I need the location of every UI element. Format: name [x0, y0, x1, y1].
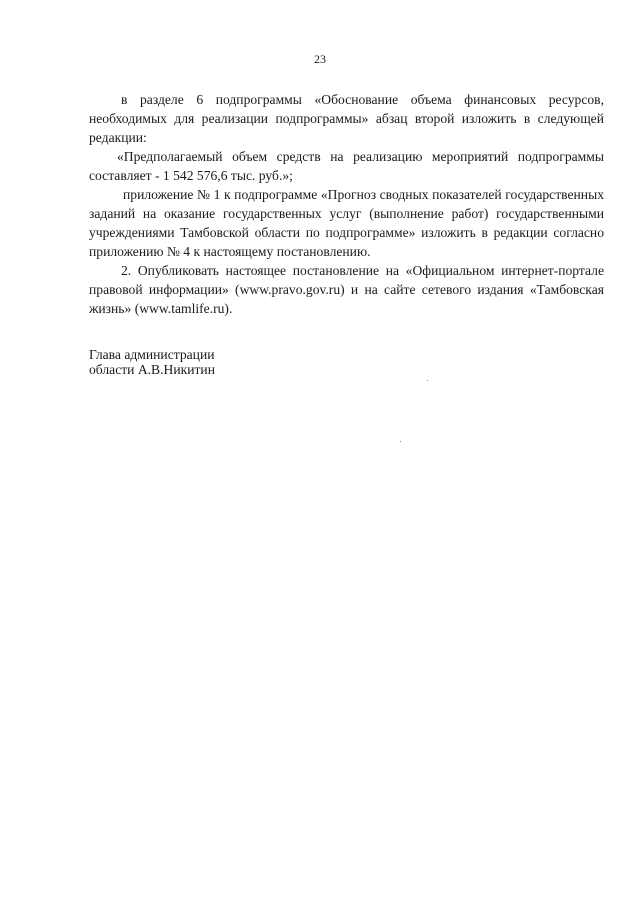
paragraph-section-6: в разделе 6 подпрограммы «Обоснование объема финансовых ресурсов, необходимых для реализации подпрограммы» абзац второй изложить в следующей редакции: [89, 92, 604, 145]
document-body [89, 90, 604, 318]
scan-speck [400, 441, 401, 442]
signature-block [89, 347, 215, 377]
paragraph-publish: 2. Опубликовать настоящее постановление на «Официальном интернет-портале правовой информации» (www.pravo.gov.ru) и на сайте сетевого издания «Тамбовская жизнь» (www.tamlife.ru). [89, 263, 604, 316]
paragraph-funding-amount: «Предполагаемый объем средств на реализацию мероприятий подпрограммы составляет - 1 542 576,6 тыс. руб.»; [89, 149, 604, 183]
scan-speck [427, 380, 428, 381]
signature-title: Глава администрации [89, 347, 215, 362]
signature-name: области А.В.Никитин [89, 362, 215, 377]
paragraph-appendix-1: приложение № 1 к подпрограмме «Прогноз сводных показателей государственных заданий на оказание государственных услуг (выполнение работ) государственными учреждениями Тамбовской области по подпрограмме» изложить в редакции согласно приложению № 4 к настоящему постановлению. [89, 187, 604, 259]
page-number: 23 [314, 52, 326, 66]
